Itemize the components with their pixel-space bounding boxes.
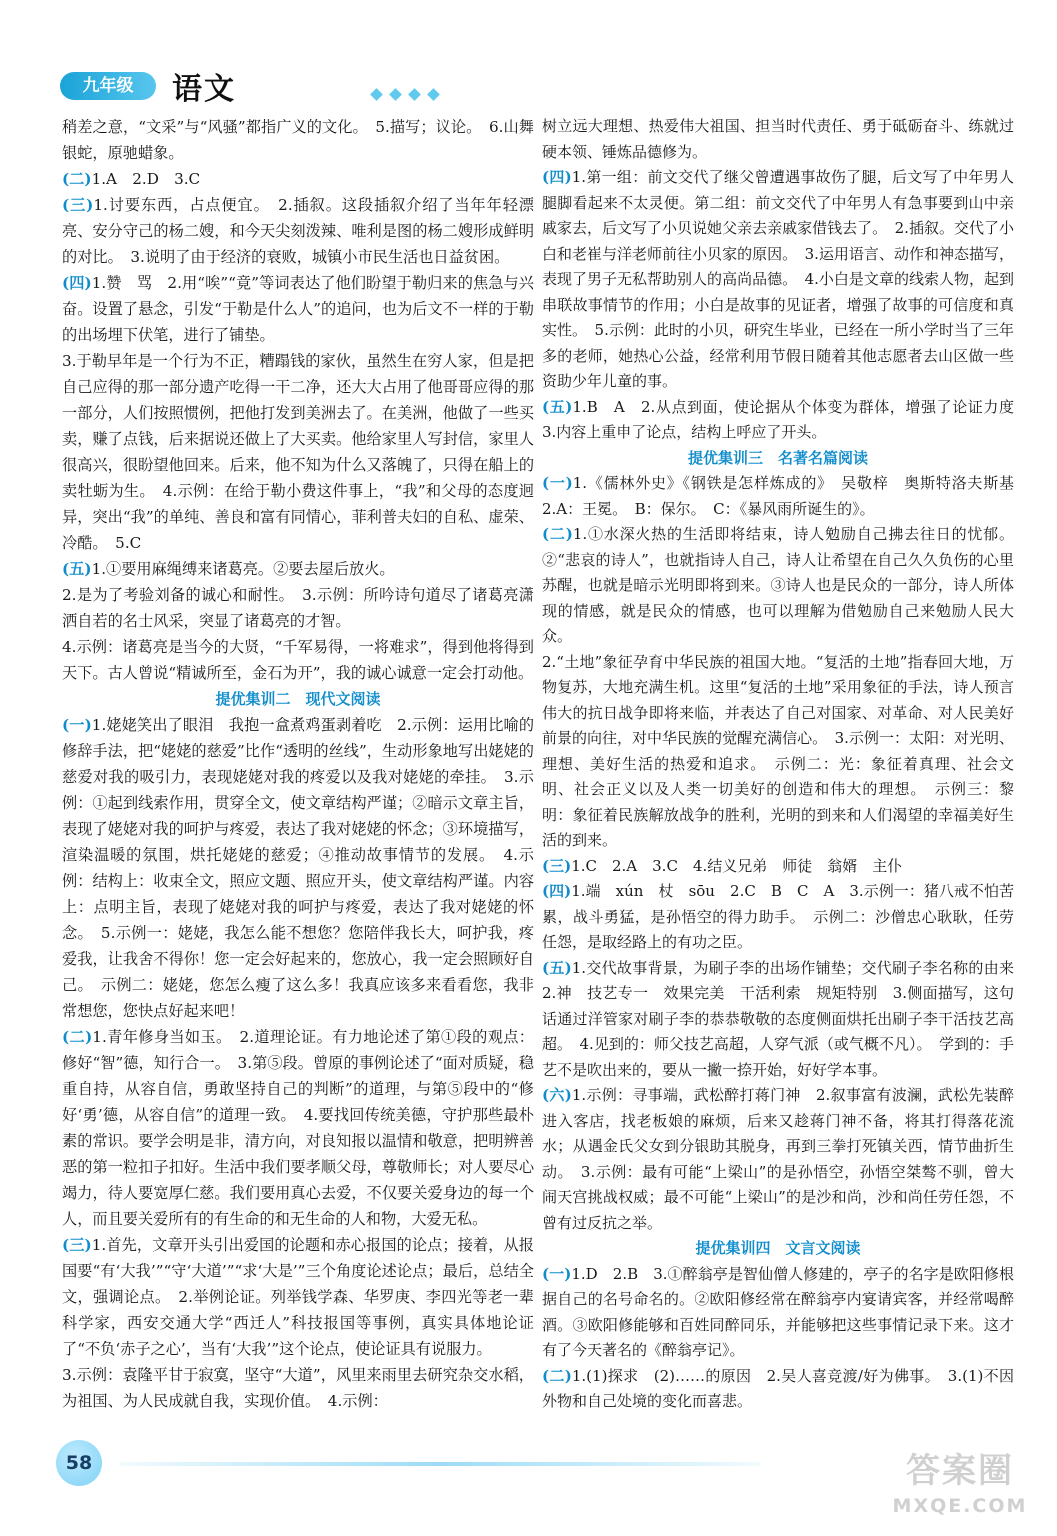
answer-text: 1.B A 2.从点到面，使论据从个体变为群体，增强了论证力度 3.内容上重申了论点，结构上呼应了开头。 [542,397,1030,441]
diamond-icon [427,88,440,101]
answer-paragraph [62,348,534,556]
answer-paragraph [542,1364,1014,1415]
answer-text: 1.(1)探求 (2)……的原因 2.吴人喜竞渡/好为佛事。 3.(1)不因外物和自己处境的变化而喜悲。 [542,1366,1014,1410]
watermark-url: MXQE.COM [892,1495,1028,1517]
section-heading: 提优集训四 文言文阅读 [695,1239,861,1257]
answer-text: 1.《儒林外史》《钢铁是怎样炼成的》 吴敬梓 奥斯特洛夫斯基 2.A：王冕。 B：保尔。 C：《暴风雨所诞生的》。 [542,474,1029,518]
answer-text: 树立远大理想、热爱伟大祖国、担当时代责任、勇于砥砺奋斗、练就过硬本领、锤炼品德修为。 [542,117,1014,161]
answer-text: 4.示例：诸葛亮是当今的大贤，“千军易得，一将难求”，得到他将得到天下。古人曾说“精诚所至，金石为开”，我的诚心诚意一定会打动他。 [62,638,534,682]
answer-paragraph [542,956,1029,1084]
answer-paragraph [62,166,534,192]
answer-text: 1.赞 骂 2.用“唉”“竟”等词表达了他们盼望于勒归来的焦急与兴奋。设置了悬念，引发“于勒是什么人”的追问，也为后文不一样的于勒的出场埋下伏笔，进行了铺垫。 [62,274,534,344]
question-group-label: (三) [62,1236,92,1254]
answer-text: 2.是为了考验刘备的诚心和耐性。 3.示例：所吟诗句道尽了诸葛亮潇洒自若的名士风采，突显了诸葛亮的才智。 [62,586,534,630]
answer-paragraph [62,1362,534,1414]
answer-paragraph [62,114,534,166]
answer-paragraph [542,471,1029,522]
answer-paragraph [542,165,1014,395]
answer-paragraph [542,1262,1014,1364]
answer-column-left [62,114,534,1414]
question-group-label: (六) [542,1086,572,1104]
answer-text: 1.首先，文章开头引出爱国的论题和赤心报国的论点；接着，从报国要“有‘大我’”“守‘大道’”“求‘大是’”三个角度论述论点；最后，总结全文，强调论点。 2.举例论证。列举钱学森、华罗庚、李四光等老一辈科学家，西安交通大学“西迁人”科技报国等事例，真实具体地论证了“不负‘赤子之心’，当有‘大我’”这个论点，使论证具有说服力。 [62,1236,534,1358]
answer-paragraph [542,879,1014,956]
question-group-label: (二) [62,170,92,188]
answer-text: 3.示例：袁隆平甘于寂寞，坚守“大道”，风里来雨里去研究杂交水稻，为祖国、为人民成就自我，实现价值。 4.示例： [62,1366,534,1410]
diamond-icon [408,88,421,101]
question-group-label: (一) [62,716,92,734]
answer-text: 1.讨要东西，占点便宜。 2.插叙。这段插叙介绍了当年年轻漂亮、安分守己的杨二嫂，和今天尖刻泼辣、唯利是图的杨二嫂形成鲜明的对比。 3.说明了由于经济的衰败，城镇小市民生活也日益贫困。 [62,196,534,266]
page-number: 58 [56,1440,102,1486]
answer-text: 1.①水深火热的生活即将结束，诗人勉励自己拂去往日的忧郁。②“悲哀的诗人”，也就指诗人自己，诗人让希望在自己久久负伤的心里苏醒，也就是暗示光明即将到来。③诗人也是民众的一部分，诗人所体现的情感，就是民众的情感，也可以理解为借勉励自己来勉励人民大众。 [542,525,1014,645]
question-group-label: (五) [542,958,572,977]
answer-paragraph [62,556,534,582]
answer-text: 1.青年修身当如玉。 2.道理论证。有力地论述了第①段的观点：修好“智”德，知行合一。 3.第⑤段。曾原的事例论述了“面对质疑，稳重自持，从容自信，勇敢坚持自己的判断”的道理，与第⑤段中的“修好‘勇’德，从容自信”的道理一致。 4.要找回传统美德，守护那些最朴素的常识。要学会明是非，清方向，对良知报以温情和敬意，把明辨善恶的第一粒扣子扣好。生活中我们要孝顺父母，尊敬师长；对人要尽心竭力，待人要宽厚仁慈。我们要用真心去爱，不仅要关爱身边的每一个人，而且要关爱所有的有生命的和无生命的人和物，大爱无私。 [62,1028,534,1228]
question-group-label: (四) [542,168,572,186]
subject-title: 语文 [172,72,236,107]
answer-paragraph [62,634,534,686]
question-group-label: (三) [542,856,572,875]
answer-paragraph [62,1232,534,1362]
question-group-label: (二) [542,525,573,543]
answer-paragraph [62,192,534,270]
section-heading: 提优集训三 名著名篇阅读 [687,448,868,467]
question-group-label: (四) [62,274,92,292]
answer-text: 1.D 2.B 3.①醉翁亭是智仙僧人修建的，亭子的名字是欧阳修根据自己的名号命名的。②欧阳修经常在醉翁亭内宴请宾客，并经常喝醉酒。③欧阳修能够和百姓同醉同乐，并能够把这些事情记录下来。这才有了今天著名的《醉翁亭记》。 [542,1264,1014,1359]
watermark-logo [876,1448,1044,1530]
question-group-label: (二) [62,1028,93,1046]
answer-text: 1.端 xún 杖 sōu 2.C B C A 3.示例一：猪八戒不怕苦累，战斗勇猛，是孙悟空的得力助手。 示例二：沙僧忠心耿耿，任劳任怨，是取经路上的有功之臣。 [542,882,1014,951]
answer-text: 3.于勒早年是一个行为不正，糟蹋钱的家伙，虽然生在穷人家，但是把自己应得的那一部分遗产吃得一干二净，还大大占用了他哥哥应得的那一部分，人们按照惯例，把他打发到美洲去了。在美洲，他做了一些买卖，赚了点钱，后来据说还做上了大买卖。他给家里人写封信，家里人很高兴，很盼望他回来。后来，他不知为什么又落魄了，只得在船上的卖牡蛎为生。 4.示例：在给于勒小费这件事上，“我”和父母的态度迥异，突出“我”的单纯、善良和富有同情心，菲利普夫妇的自私、虚荣、冷酷。 5.C [62,352,534,552]
page-header [60,64,1010,107]
answer-text: 1.交代故事背景，为刷子李的出场作铺垫；交代刷子李名称的由来 2.神 技艺专一 效果完美 干活利索 规矩特别 3.侧面描写，这句话通过洋管家对刷子李的恭恭敬敬的态度侧面烘托出刷子李干活技艺高超。 4.见到的：师父技艺高超，人穿气派（或气概不凡）。 学到的：手艺不是吹出来的，要从一撇一捺开始，好好学本事。 [542,958,1029,1079]
answer-paragraph [62,1024,534,1232]
answer-paragraph [62,270,534,348]
question-group-label: (一) [542,1264,572,1283]
footer-divider [120,1462,760,1466]
answer-paragraph [542,114,1014,165]
answer-paragraph [542,1083,1014,1236]
answer-paragraph [62,582,534,634]
decorative-diamonds [372,84,448,103]
answer-text: 1.第一组：前文交代了继父曾遭遇事故伤了腿，后文写了中年男人腿脚看起来不太灵便。第二组：前文交代了中年男人有急事要到山中亲戚家去，后文写了小贝说她父亲去亲戚家借钱去了。 2.插叙。交代了小白和老崔与洋老师前往小贝家的原因。 3.运用语言、动作和神态描写，表现了男子无私帮助别人的高尚品德。 4.小白是文章的线索人物，起到串联故事情节的作用；小白是故事的见证者，增强了故事的可信度和真实性。 5.示例：此时的小贝，研究生毕业，已经在一所小学时当了三年多的老师，她热心公益，经常利用节假日随着其他志愿者去山区做一些资助少年儿童的事。 [542,168,1014,390]
question-group-label: (三) [62,196,94,214]
answer-paragraph [542,854,1014,880]
answer-text: 1.①要用麻绳缚来诸葛亮。②要去屋后放火。 [91,560,395,578]
answer-column-right [542,114,1030,1415]
answer-text: 1.C 2.A 3.C 4.结义兄弟 师徒 翁婿 主仆 [571,856,903,875]
grade-badge: 九年级 [60,72,156,100]
question-group-label: (五) [542,397,573,416]
question-group-label: (五) [62,560,92,578]
question-group-label: (一) [542,474,573,492]
answer-paragraph [542,650,1014,854]
answer-text: 稍差之意，“文采”与“风骚”都指广义的文化。 5.描写；议论。 6.山舞银蛇，原驰蜡象。 [62,118,534,162]
answer-text: 1.姥姥笑出了眼泪 我抱一盒煮鸡蛋剥着吃 2.示例：运用比喻的修辞手法，把“姥姥的慈爱”比作“透明的丝线”，生动形象地写出姥姥的慈爱对我的吸引力，表现姥姥对我的疼爱以及我对姥姥的牵挂。 3.示例：①起到线索作用，贯穿全文，使文章结构严谨；②暗示文章主旨，表现了姥姥对我的呵护与疼爱，表达了我对姥姥的怀念；③环境描写，渲染温暖的氛围，烘托姥姥的慈爱；④推动故事情节的发展。 4.示例：结构上：收束全文，照应文题、照应开头，使文章结构严谨。内容上：点明主旨，表现了姥姥对我的呵护与疼爱，表达了我对姥姥的怀念。 5.示例一：姥姥，我怎么能不想您？您陪伴我长大，呵护我，疼爱我，让我舍不得你！您一定会好起来的，您放心，我一定会照顾好自己。 示例二：姥姥，您怎么瘦了这么多！我真应该多来看看您，我非常想您，您快点好起来吧！ [62,716,535,1020]
diamond-icon [370,88,383,101]
answer-text: 1.示例：寻事端，武松醉打蒋门神 2.叙事富有波澜，武松先装醉进入客店，找老板娘的麻烦，后来又趁蒋门神不备，将其打得落花流水；从遇金氏父女到分银助其脱身，再到三拳打死镇关西，情节曲折生动。 3.示例：最有可能“上梁山”的是孙悟空，孙悟空桀骜不驯，曾大闹天宫挑战权威；最不可能“上梁山”的是沙和尚，沙和尚任劳任怨，不曾有过反抗之举。 [542,1086,1014,1232]
watermark-text: 答案圈 [906,1451,1014,1491]
answer-text: 1.A 2.D 3.C [91,170,201,188]
answer-paragraph [542,522,1014,650]
answer-paragraph [62,712,534,1024]
answer-paragraph [542,395,1030,446]
answer-text: 2.“土地”象征孕育中华民族的祖国大地。“复活的土地”指春回大地，万物复苏，大地充满生机。这里“复活的土地”采用象征的手法，诗人预言伟大的抗日战争即将来临，并表达了自己对国家、对革命、对人民美好前景的向往，对中华民族的觉醒充满信心。 3.示例一：太阳：对光明、理想、美好生活的热爱和追求。 示例二：光：象征着真理、社会文明、社会正义以及人类一切美好的创造和伟大的理想。 示例三：黎明：象征着民族解放战争的胜利，光明的到来和人们渴望的幸福美好生活的到来。 [542,652,1014,849]
question-group-label: (二) [542,1366,572,1385]
diamond-icon [389,88,402,101]
section-heading: 提优集训二 现代文阅读 [215,690,381,708]
question-group-label: (四) [542,882,572,900]
